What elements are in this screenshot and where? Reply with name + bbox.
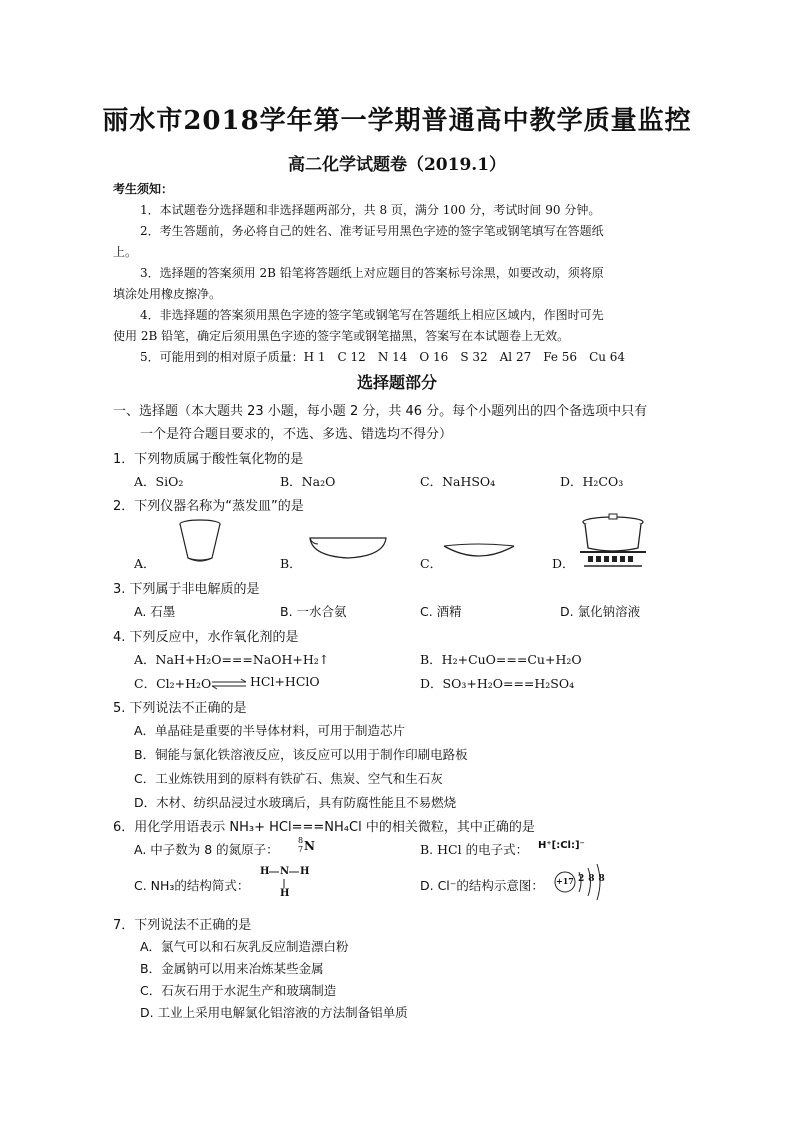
nh3-n: N — [280, 866, 290, 877]
q4-option-c-left: C．Cl₂+H₂O — [134, 676, 212, 691]
q2-option-b: B． — [280, 556, 302, 571]
q2-option-c: C． — [420, 556, 443, 571]
q4-stem: 4. 下列反应中，水作氧化剂的是 — [113, 630, 299, 645]
q7-option-c: C．石灰石用于水泥生产和玻璃制造 — [140, 983, 337, 998]
q7-option-a: A．氯气可以和石灰乳反应制造漂白粉 — [140, 939, 349, 954]
q3-stem: 3. 下列属于非电解质的是 — [113, 582, 260, 597]
nh3-bond-lines — [260, 866, 310, 902]
shell-electrons: 288 — [578, 874, 609, 884]
q2-stem: 2．下列仪器名称为“蒸发皿”的是 — [113, 499, 304, 514]
q2-option-a: A． — [134, 556, 156, 571]
covered-crucible-icon — [578, 514, 648, 572]
q1-option-c: C．NaHSO₄ — [420, 474, 496, 489]
nh3-h-left: H — [260, 866, 270, 877]
nh3-structure — [260, 866, 310, 902]
q1-stem: 1．下列物质属于酸性氧化物的是 — [113, 452, 304, 467]
nuclide-element: N — [304, 839, 315, 853]
watch-glass-icon — [442, 540, 516, 564]
note-line-5: 5．可能用到的相对原子质量：H 1 C 12 N 14 O 16 S 32 Al 27 Fe 56 Cu 64 — [140, 350, 626, 364]
nh3-h-right: H — [300, 866, 310, 877]
note-line-4b: 使用 2B 铅笔，确定后须用黑色字迹的签字笔或钢笔描黑，答案写在本试题卷上无效。 — [113, 329, 570, 343]
q7-stem: 7．下列说法不正确的是 — [113, 918, 252, 933]
q3-option-c: C. 酒精 — [420, 604, 462, 619]
page-title: 丽水市2018学年第一学期普通高中教学质量监控 — [102, 106, 692, 136]
q7-option-d: D. 工业上采用电解氯化铝溶液的方法制备铝单质 — [140, 1005, 408, 1020]
section-title: 选择题部分 — [356, 373, 437, 392]
section-intro-2: 一个是符合题目要求的，不选、多选、错选均不得分） — [140, 427, 453, 442]
q5-option-a: A．单晶硅是重要的半导体材料，可用于制造芯片 — [134, 723, 406, 738]
q1-option-a: A．SiO₂ — [134, 474, 184, 489]
q4-option-d: D．SO₃+H₂O===H₂SO₄ — [420, 676, 575, 691]
note-line-4: 4．非选择题的答案须用黑色字迹的签字笔或钢笔写在答题纸上相应区域内，作图时可先 — [140, 308, 604, 322]
q1-option-d: D．H₂CO₃ — [560, 474, 624, 489]
page-subtitle: 高二化学试题卷（2019.1） — [287, 155, 507, 175]
q6-option-b: B. HCl 的电子式： — [420, 842, 529, 857]
q3-option-d: D. 氯化钠溶液 — [560, 604, 641, 619]
hcl-electron-formula: H⁺[:Cl:]⁻ — [538, 840, 585, 851]
q4-option-c-right: HCl+HClO — [250, 674, 320, 689]
q5-stem: 5. 下列说法不正确的是 — [113, 701, 247, 716]
q4-option-b: B．H₂+CuO===Cu+H₂O — [420, 652, 582, 667]
q6-stem: 6．用化学用语表示 NH₃+ HCl===NH₄Cl 中的相关微粒，其中正确的是 — [113, 820, 535, 835]
q5-option-d: D．木材、纺织品浸过水玻璃后，具有防腐性能且不易燃烧 — [134, 795, 457, 810]
nucleus-charge: +17 — [556, 876, 574, 886]
nh3-h-bottom: H — [280, 888, 290, 899]
notes-heading: 考生须知： — [113, 182, 174, 196]
q6-option-c: C. NH₃的结构简式： — [134, 878, 250, 893]
section-intro-1: 一、选择题（本大题共 23 小题，每小题 2 分，共 46 分。每个小题列出的四个备选项中只有 — [113, 404, 648, 419]
evaporating-dish-icon — [308, 534, 388, 562]
crucible-icon — [176, 518, 224, 566]
q6-option-a: A. 中子数为 8 的氮原子： — [134, 842, 279, 857]
nuclide-mass-number: 8 — [298, 836, 304, 845]
note-line-3b: 填涂处用橡皮擦净。 — [113, 287, 222, 301]
note-line-1: 1．本试题卷分选择题和非选择题两部分，共 8 页，满分 100 分，考试时间 90 分钟。 — [140, 203, 601, 217]
note-line-2b: 上。 — [113, 245, 138, 259]
q3-option-b: B. 一水合氨 — [280, 604, 347, 619]
q2-option-d: D． — [552, 556, 575, 571]
nuclide-symbol — [298, 836, 318, 856]
q5-option-c: C．工业炼铁用到的原料有铁矿石、焦炭、空气和生石灰 — [134, 771, 443, 786]
note-line-3: 3．选择题的答案须用 2B 铅笔将答题纸上对应题目的答案标号涂黑，如要改动，须将原 — [140, 266, 604, 280]
chloride-ion-diagram — [552, 862, 609, 902]
q1-option-b: B．Na₂O — [280, 474, 336, 489]
q3-option-a: A. 石墨 — [134, 604, 176, 619]
nuclide-atomic-number: 7 — [298, 845, 304, 854]
q4-option-a: A．NaH+H₂O===NaOH+H₂↑ — [134, 652, 330, 667]
equilibrium-arrow-icon — [210, 678, 248, 690]
q7-option-b: B．金属钠可以用来冶炼某些金属 — [140, 961, 324, 976]
note-line-2: 2．考生答题前，务必将自己的姓名、准考证号用黑色字迹的签字笔或钢笔填写在答题纸 — [140, 224, 604, 238]
q5-option-b: B．铜能与氯化铁溶液反应，该反应可以用于制作印刷电路板 — [134, 747, 468, 762]
q6-option-d: D. Cl⁻的结构示意图： — [420, 878, 544, 893]
